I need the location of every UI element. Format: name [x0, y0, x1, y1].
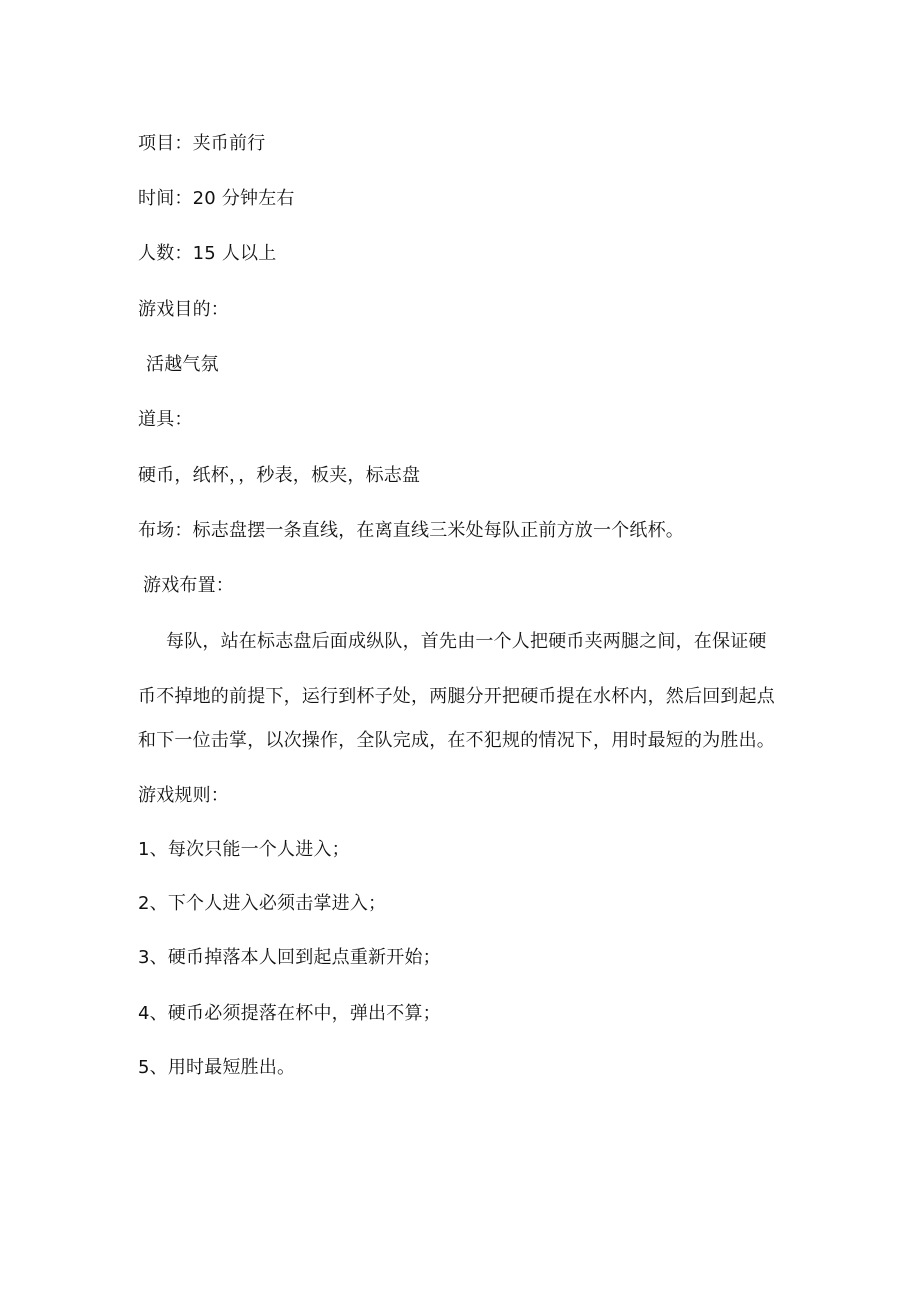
rule-item: 4、硬币必须提落在杯中，弹出不算； [138, 1003, 441, 1024]
rule-item: 3、硬币掉落本人回到起点重新开始； [138, 947, 441, 968]
layout-paragraph-line: 币不掉地的前提下，运行到杯子处，两腿分开把硬币提在水杯内，然后回到起点 [138, 686, 775, 707]
purpose-label: 游戏目的： [138, 299, 229, 320]
project-line: 项目：夹币前行 [138, 133, 266, 154]
time-line: 时间：20 分钟左右 [138, 188, 295, 209]
layout-paragraph-line: 每队，站在标志盘后面成纵队，首先由一个人把硬币夹两腿之间，在保证硬 [166, 631, 767, 652]
props-label: 道具： [138, 409, 193, 430]
rule-item: 5、用时最短胜出。 [138, 1057, 296, 1078]
rules-label: 游戏规则： [138, 785, 229, 806]
layout-label: 游戏布置： [143, 575, 234, 596]
rule-item: 1、每次只能一个人进入； [138, 839, 350, 860]
layout-paragraph-line: 和下一位击掌，以次操作，全队完成，在不犯规的情况下，用时最短的为胜出。 [138, 730, 775, 751]
people-line: 人数：15 人以上 [138, 243, 277, 264]
purpose-value: 活越气氛 [146, 354, 219, 375]
rule-item: 2、下个人进入必须击掌进入； [138, 893, 387, 914]
props-value: 硬币，纸杯，，秒表，板夹，标志盘 [138, 465, 421, 486]
setup-line: 布场：标志盘摆一条直线，在离直线三米处每队正前方放一个纸杯。 [138, 520, 684, 541]
